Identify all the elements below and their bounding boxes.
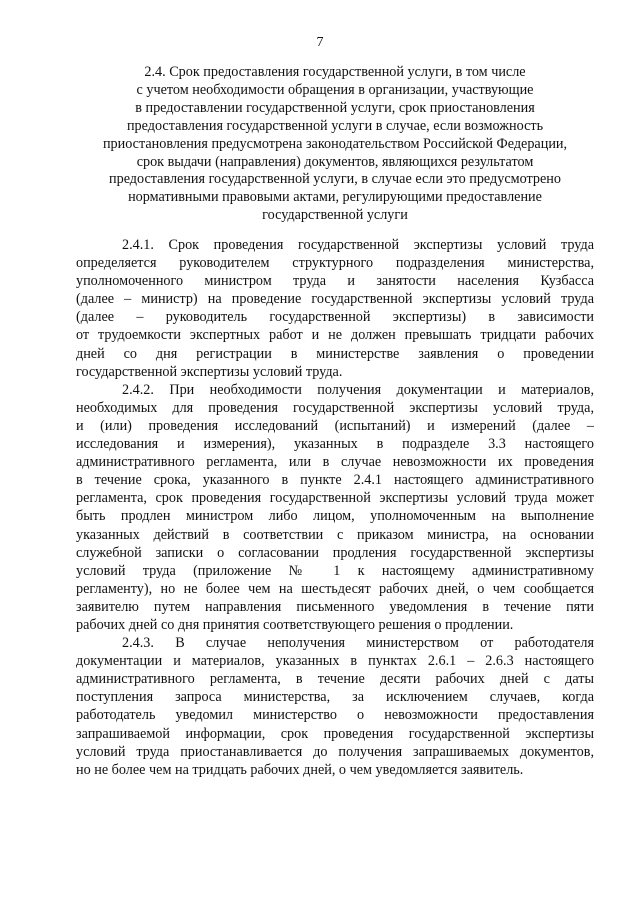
heading-line: государственной услуги: [262, 207, 408, 224]
text-line: (далее – руководитель государственной экспертизы) в зависимости: [76, 309, 594, 326]
heading-line: срок выдачи (направления) документов, являющихся результатом: [136, 153, 534, 170]
text-line: регламента, срок проведения государственной экспертизы условий труда может: [76, 490, 594, 507]
heading-line: с учетом необходимости обращения в организации, участвующие: [136, 81, 534, 98]
text-line: условий труда (приложение № 1 к настоящему административному: [76, 562, 594, 579]
text-line: быть продлен министром либо лицом, уполномоченным на выполнение: [76, 508, 594, 525]
text-line: 2.4.1. Срок проведения государственной экспертизы условий труда: [122, 237, 594, 253]
text-line: работодатель уведомил министерство о невозможности предоставления: [76, 707, 594, 724]
page-number: 7: [316, 35, 324, 50]
text-line: условий труда приостанавливается до получения запрашиваемых документов,: [76, 743, 594, 760]
text-line: и (или) проведения исследований (испытаний) и измерений (далее –: [76, 417, 594, 434]
text-line: необходимых для проведения государственной экспертизы условий труда,: [76, 399, 594, 416]
text-line: административного регламента, или в случае невозможности их проведения: [76, 454, 594, 471]
paragraph-2-4-1: [76, 236, 594, 381]
text-line: регламенту), но не более чем на шестьдесят рабочих дней, о чем сообщается: [76, 580, 594, 597]
text-line: документации и материалов, указанных в пунктах 2.6.1 – 2.6.3 настоящего: [76, 653, 594, 670]
text-line: дней со дня регистрации в министерстве заявления о проведении: [76, 345, 594, 362]
text-line: административного регламента, в течение десяти рабочих дней с даты: [76, 671, 594, 688]
text-line: в течение срока, указанного в пункте 2.4.1 настоящего административного: [76, 472, 594, 489]
text-line: определяется руководителем структурного подразделения министерства,: [76, 255, 594, 272]
text-line: рабочих дней со дня принятия соответствующего решения о продлении.: [76, 616, 514, 633]
paragraph-2-4-2: [76, 381, 594, 634]
heading-line: предоставления государственной услуги, в случае если это предусмотрено: [109, 171, 561, 188]
heading-line: предоставления государственной услуги в случае, если возможность: [126, 117, 544, 134]
heading-line: 2.4. Срок предоставления государственной услуги, в том числе: [144, 64, 526, 80]
heading-line: нормативными правовыми актами, регулирующими предоставление: [128, 189, 542, 206]
text-line: государственной экспертизы условий труда.: [76, 363, 343, 380]
section-heading: [76, 64, 594, 225]
text-line: исследования и измерения), указанных в подразделе 3.3 настоящего: [76, 436, 594, 453]
text-line: (далее – министр) на проведение государственной экспертизы условий труда: [76, 291, 594, 308]
heading-line: приостановления предусмотрена законодательством Российской Федерации,: [102, 135, 568, 152]
paragraph-2-4-3: [76, 634, 594, 779]
text-line: уполномоченного министром труда и занятости населения Кузбасса: [76, 273, 594, 290]
text-line: заявителю путем направления письменного уведомления в течение пяти: [76, 598, 594, 615]
text-line: 2.4.2. При необходимости получения документации и материалов,: [122, 381, 594, 398]
text-line: служебной записки о согласовании продления государственной экспертизы: [76, 544, 594, 561]
text-line: запрашиваемой информации, срок проведения государственной экспертизы: [76, 725, 594, 742]
heading-line: в предоставлении государственной услуги, срок приостановления: [135, 99, 535, 116]
text-line: указанных действий в соответствии с приказом министра, на основании: [76, 526, 594, 543]
text-line: 2.4.3. В случае неполучения министерством от работодателя: [122, 635, 594, 652]
body-text: [76, 236, 594, 779]
text-line: поступления запроса министерства, за исключением случаев, когда: [76, 689, 594, 706]
text-line: от трудоемкости экспертных работ и не должен превышать тридцати рабочих: [76, 327, 594, 344]
text-line: но не более чем на тридцать рабочих дней, о чем уведомляется заявитель.: [76, 761, 524, 778]
